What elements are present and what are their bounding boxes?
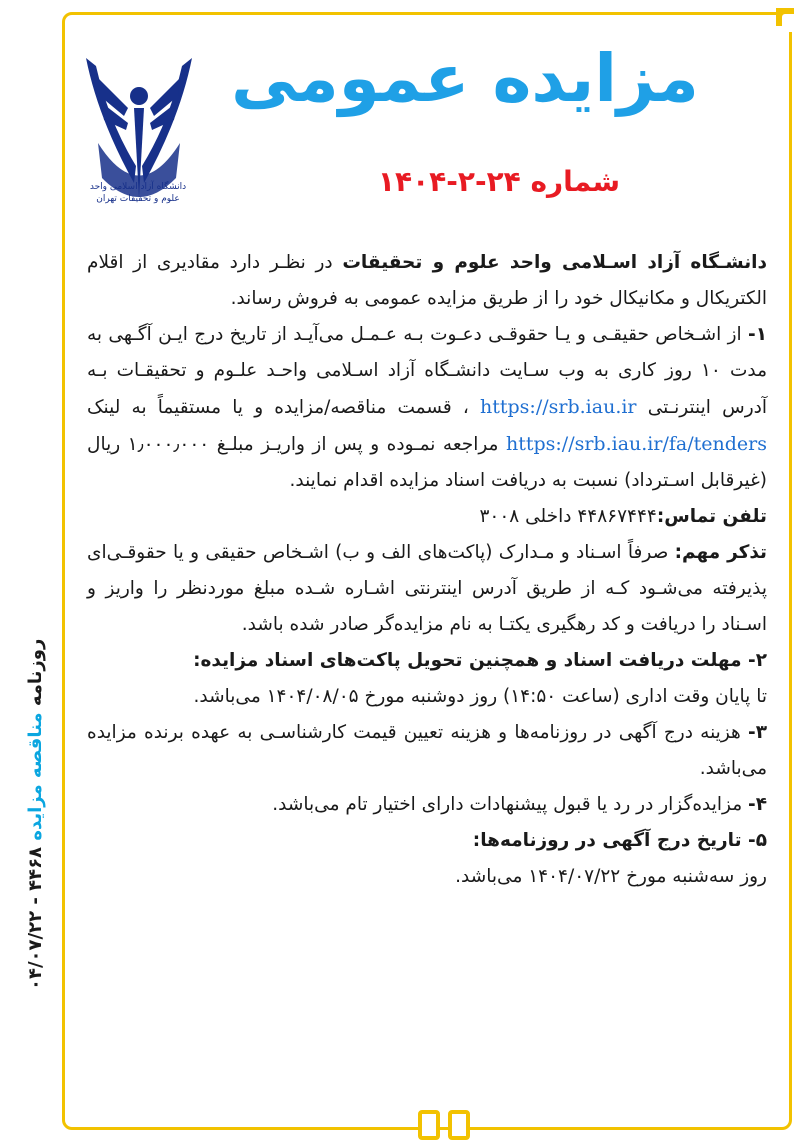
item-1 [87,317,767,499]
logo-caption: دانشگاه آزاد اسلامی واحد علوم و تحقیقات تهران [89,182,187,204]
university-name: دانشـگاه آزاد اسـلامی واحد علوم و تحقیقات [342,252,767,273]
item-5-text: روز سه‌شنبه مورخ ۱۴۰۴/۰۷/۲۲ می‌باشد. [455,866,767,887]
item-5-heading: ۵- تاریخ درج آگهی در روزنامه‌ها: [472,830,767,851]
frame-tab-2 [448,1110,470,1140]
phone-line [87,499,767,535]
item-4-number: ۴- [748,794,767,815]
item-1-number: ۱- [748,324,767,345]
item-4-text: مزایده‌گزار در رد یا قبول پیشنهادات دارای اختیار تام می‌باشد. [272,794,749,815]
item-2-text: تا پایان وقت اداری (ساعت ۱۴:۵۰) روز دوشنبه مورخ ۱۴۰۴/۰۸/۰۵ می‌باشد. [193,686,767,707]
item-3-number: ۳- [748,722,767,743]
newspaper-issue: ۴۴۶۸ - ۰۴/۰۷/۲۲ [25,846,46,990]
item-1-text-a: از اشـخاص حقیقـی و یـا حقوقـی دعـوت بـه عـمـل می‌آیـد از تاریخ درج ایـن آگـهی به مدت ۱۰ روز کاری به وب سـایت دانشـگاه آزاد اسـلامی واحـد علـوم و تحقیقـات بـه آدرس اینترنـتی [87,324,768,418]
frame-tab-1 [418,1110,440,1140]
newspaper-brand: مناقصه مزایده [25,712,46,841]
item-2-heading: ۲- مهلت دریافت اسناد و همچنین تحویل پاکت‌های اسناد مزایده: [193,650,767,671]
item-1-text-c: مراجعه نمـوده و پس از واریـز مبلـغ ۱٫۰۰۰٫۰۰۰ ریال (غیرقابل اسـترداد) نسبت به دریافت اسناد مزایده اقدام نمایند. [87,434,767,491]
tenders-link[interactable]: https://srb.iau.ir/fa/tenders [505,433,767,455]
newspaper-side-label [25,639,46,990]
intro-paragraph [87,245,767,317]
important-note [87,535,767,643]
newspaper-name: روزنامه [25,638,46,707]
ad-body [87,245,767,895]
website-link[interactable]: https://srb.iau.ir [480,396,637,418]
note-label: تذکر مهم: [674,542,767,563]
frame-corner-inner [782,14,800,32]
phone-label: تلفن تماس: [656,506,767,527]
phone-value: ۴۴۸۶۷۴۴۴ داخلی ۳۰۰۸ [479,506,657,527]
ad-number: شماره ۲۴-۲-۱۴۰۴ [377,165,620,198]
item-3 [87,715,767,787]
item-4 [87,787,767,823]
note-text: صرفاً اسـناد و مـدارک (پاکت‌های الف و ب) اشـخاص حقیقی و یا حقوقـی‌ای پذیرفته می‌شـود کـه از طریق آدرس اینترنتی اشـاره شـده مبلغ موردنظر را واریز و اسـناد را دریافت و کد رهگیری یکتـا به نام مزایده‌گر صادر شده باشد. [87,542,767,635]
item-3-text: هزینه درج آگهی در روزنامه‌ها و هزینه تعیین قیمت کارشناسـی به عهده برنده مزایده می‌باشد. [87,722,767,779]
item-1-text-b: ، قسمت مناقصه/مزایده و یا مستقیماً به لینک [87,397,481,418]
ad-title: مزایده عمومی [231,40,699,117]
intro-text: در نظـر دارد مقادیری از اقلام الکتریکال و مکانیکال خود را از طریق مزایده عمومی به فروش رساند. [87,252,767,309]
